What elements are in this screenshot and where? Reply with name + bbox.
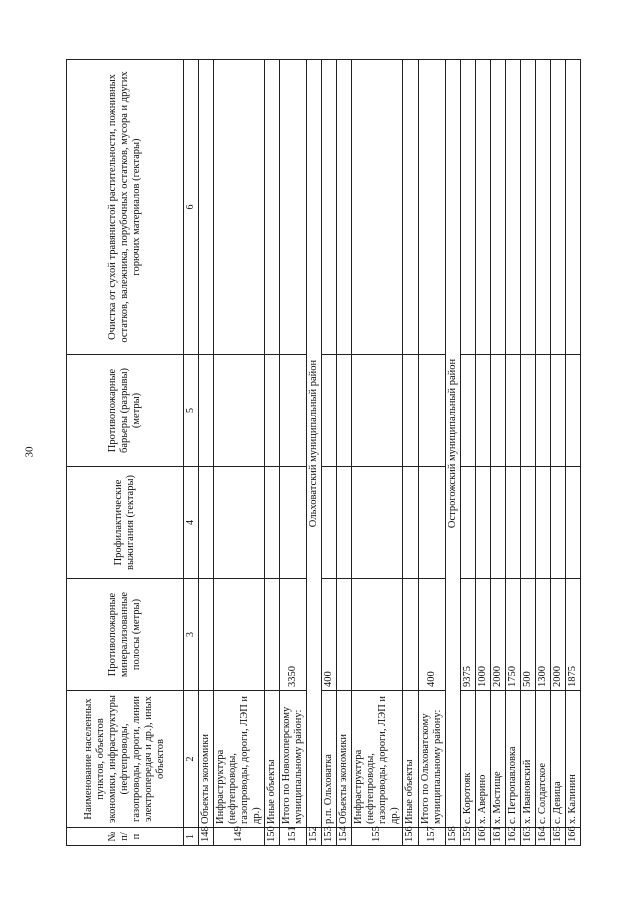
table-row [475, 60, 490, 846]
cleanup-value [403, 60, 418, 355]
object-name: Итого по Ольховатскому муниципальному району: [418, 691, 445, 828]
mineralized-strips-value: 500 [520, 579, 535, 691]
column-number: 6 [184, 60, 199, 355]
burning-value [460, 467, 475, 579]
object-name: с. Петропавловка [505, 691, 520, 828]
header-cell: Очистка от сухой травянистой растительности, пожнивных остатков, валежника, порубочных остатков, мусора и других горючих материалов (гектары) [67, 60, 184, 355]
burning-value [264, 467, 279, 579]
table-row [403, 60, 418, 846]
mineralized-strips-value [337, 579, 352, 691]
table-row [460, 60, 475, 846]
section-title: Ольховатский муниципальный район [307, 60, 322, 828]
column-number: 1 [184, 828, 199, 846]
burning-value [279, 467, 306, 579]
object-name: х. Аверино [475, 691, 490, 828]
barriers-value [460, 355, 475, 467]
object-name: Иные объекты [403, 691, 418, 828]
object-name: с. Девица [551, 691, 566, 828]
table-row [551, 60, 566, 846]
barriers-value [213, 355, 264, 467]
row-number: 155 [352, 828, 403, 846]
row-number: 154 [337, 828, 352, 846]
barriers-value [352, 355, 403, 467]
object-name: Объекты экономики [198, 691, 213, 828]
column-number: 3 [184, 579, 199, 691]
cleanup-value [279, 60, 306, 355]
table-row [198, 60, 213, 846]
column-number: 5 [184, 355, 199, 467]
cleanup-value [505, 60, 520, 355]
burning-value [322, 467, 337, 579]
section-title: Острогожский муниципальный район [445, 60, 460, 828]
burning-value [551, 467, 566, 579]
row-number: 152 [307, 828, 322, 846]
object-name: Инфраструктура (нефтепроводы, газопроводы, дороги, ЛЭП и др.) [213, 691, 264, 828]
row-number: 160 [475, 828, 490, 846]
object-name: х. Мостище [490, 691, 505, 828]
cleanup-value [536, 60, 551, 355]
mineralized-strips-value [403, 579, 418, 691]
row-number: 153 [322, 828, 337, 846]
object-name: с. Коротояк [460, 691, 475, 828]
cleanup-value [264, 60, 279, 355]
mineralized-strips-value: 1750 [505, 579, 520, 691]
row-number: 164 [536, 828, 551, 846]
column-number-row [184, 60, 199, 846]
barriers-value [403, 355, 418, 467]
row-number: 162 [505, 828, 520, 846]
mineralized-strips-value: 1875 [566, 579, 581, 691]
cleanup-value [475, 60, 490, 355]
cleanup-value [566, 60, 581, 355]
burning-value [352, 467, 403, 579]
barriers-value [337, 355, 352, 467]
cleanup-value [520, 60, 535, 355]
row-number: 158 [445, 828, 460, 846]
row-number: 156 [403, 828, 418, 846]
mineralized-strips-value: 2000 [490, 579, 505, 691]
cleanup-value [322, 60, 337, 355]
mineralized-strips-value [198, 579, 213, 691]
header-cell: Профилактические выжигания (гектары) [67, 467, 184, 579]
table-row [213, 60, 264, 846]
burning-value [520, 467, 535, 579]
burning-value [566, 467, 581, 579]
mineralized-strips-value: 3350 [279, 579, 306, 691]
header-cell: Противопожарные барьеры (разрывы) (метры) [67, 355, 184, 467]
burning-value [418, 467, 445, 579]
barriers-value [520, 355, 535, 467]
table-body [198, 60, 581, 846]
barriers-value [322, 355, 337, 467]
mineralized-strips-value [213, 579, 264, 691]
mineralized-strips-value: 400 [322, 579, 337, 691]
table-row [352, 60, 403, 846]
page-number: 30 [23, 446, 36, 458]
row-number: 157 [418, 828, 445, 846]
barriers-value [505, 355, 520, 467]
burning-value [337, 467, 352, 579]
table-row [520, 60, 535, 846]
table-row [490, 60, 505, 846]
row-number: 161 [490, 828, 505, 846]
object-name: с. Солдатское [536, 691, 551, 828]
table-row [566, 60, 581, 846]
object-name: х. Ивановский [520, 691, 535, 828]
object-name: р.п. Ольховатка [322, 691, 337, 828]
header-row [67, 60, 184, 846]
mineralized-strips-value: 1300 [536, 579, 551, 691]
object-name: Объекты экономики [337, 691, 352, 828]
row-number: 149 [213, 828, 264, 846]
barriers-value [551, 355, 566, 467]
row-number: 159 [460, 828, 475, 846]
mineralized-strips-value [352, 579, 403, 691]
mineralized-strips-value: 2000 [551, 579, 566, 691]
table-row [536, 60, 551, 846]
barriers-value [418, 355, 445, 467]
row-number: 150 [264, 828, 279, 846]
burning-value [475, 467, 490, 579]
table-row [279, 60, 306, 846]
header-cell: Противопожарные минерализованные полосы (метры) [67, 579, 184, 691]
cleanup-value [213, 60, 264, 355]
burning-value [403, 467, 418, 579]
barriers-value [475, 355, 490, 467]
column-number: 4 [184, 467, 199, 579]
row-number: 165 [551, 828, 566, 846]
mineralized-strips-value: 400 [418, 579, 445, 691]
object-name: Итого по Новохоперскому муниципальному району: [279, 691, 306, 828]
mineralized-strips-value: 9375 [460, 579, 475, 691]
row-number: 151 [279, 828, 306, 846]
cleanup-value [198, 60, 213, 355]
table-row [418, 60, 445, 846]
table-row [337, 60, 352, 846]
mineralized-strips-value [264, 579, 279, 691]
object-name: Иные объекты [264, 691, 279, 828]
barriers-value [264, 355, 279, 467]
fire-prevention-table [66, 59, 581, 846]
header-cell: № п/п [67, 828, 184, 846]
mineralized-strips-value: 1000 [475, 579, 490, 691]
burning-value [213, 467, 264, 579]
cleanup-value [352, 60, 403, 355]
burning-value [505, 467, 520, 579]
cleanup-value [418, 60, 445, 355]
section-row [445, 60, 460, 846]
barriers-value [536, 355, 551, 467]
rotated-table-container [66, 60, 579, 846]
section-row [307, 60, 322, 846]
row-number: 166 [566, 828, 581, 846]
column-number: 2 [184, 691, 199, 828]
row-number: 163 [520, 828, 535, 846]
barriers-value [490, 355, 505, 467]
row-number: 148 [198, 828, 213, 846]
barriers-value [198, 355, 213, 467]
table-row [505, 60, 520, 846]
object-name: х. Калинин [566, 691, 581, 828]
burning-value [198, 467, 213, 579]
barriers-value [279, 355, 306, 467]
object-name: Инфраструктура (нефтепроводы, газопроводы, дороги, ЛЭП и др.) [352, 691, 403, 828]
cleanup-value [337, 60, 352, 355]
table-row [322, 60, 337, 846]
burning-value [536, 467, 551, 579]
cleanup-value [490, 60, 505, 355]
cleanup-value [551, 60, 566, 355]
barriers-value [566, 355, 581, 467]
table-row [264, 60, 279, 846]
burning-value [490, 467, 505, 579]
header-cell: Наименование населенных пунктов, объектов экономики, инфраструктуры (нефтепроводы, газопроводы, дороги, линии электропередач и др.), иных объектов [67, 691, 184, 828]
cleanup-value [460, 60, 475, 355]
